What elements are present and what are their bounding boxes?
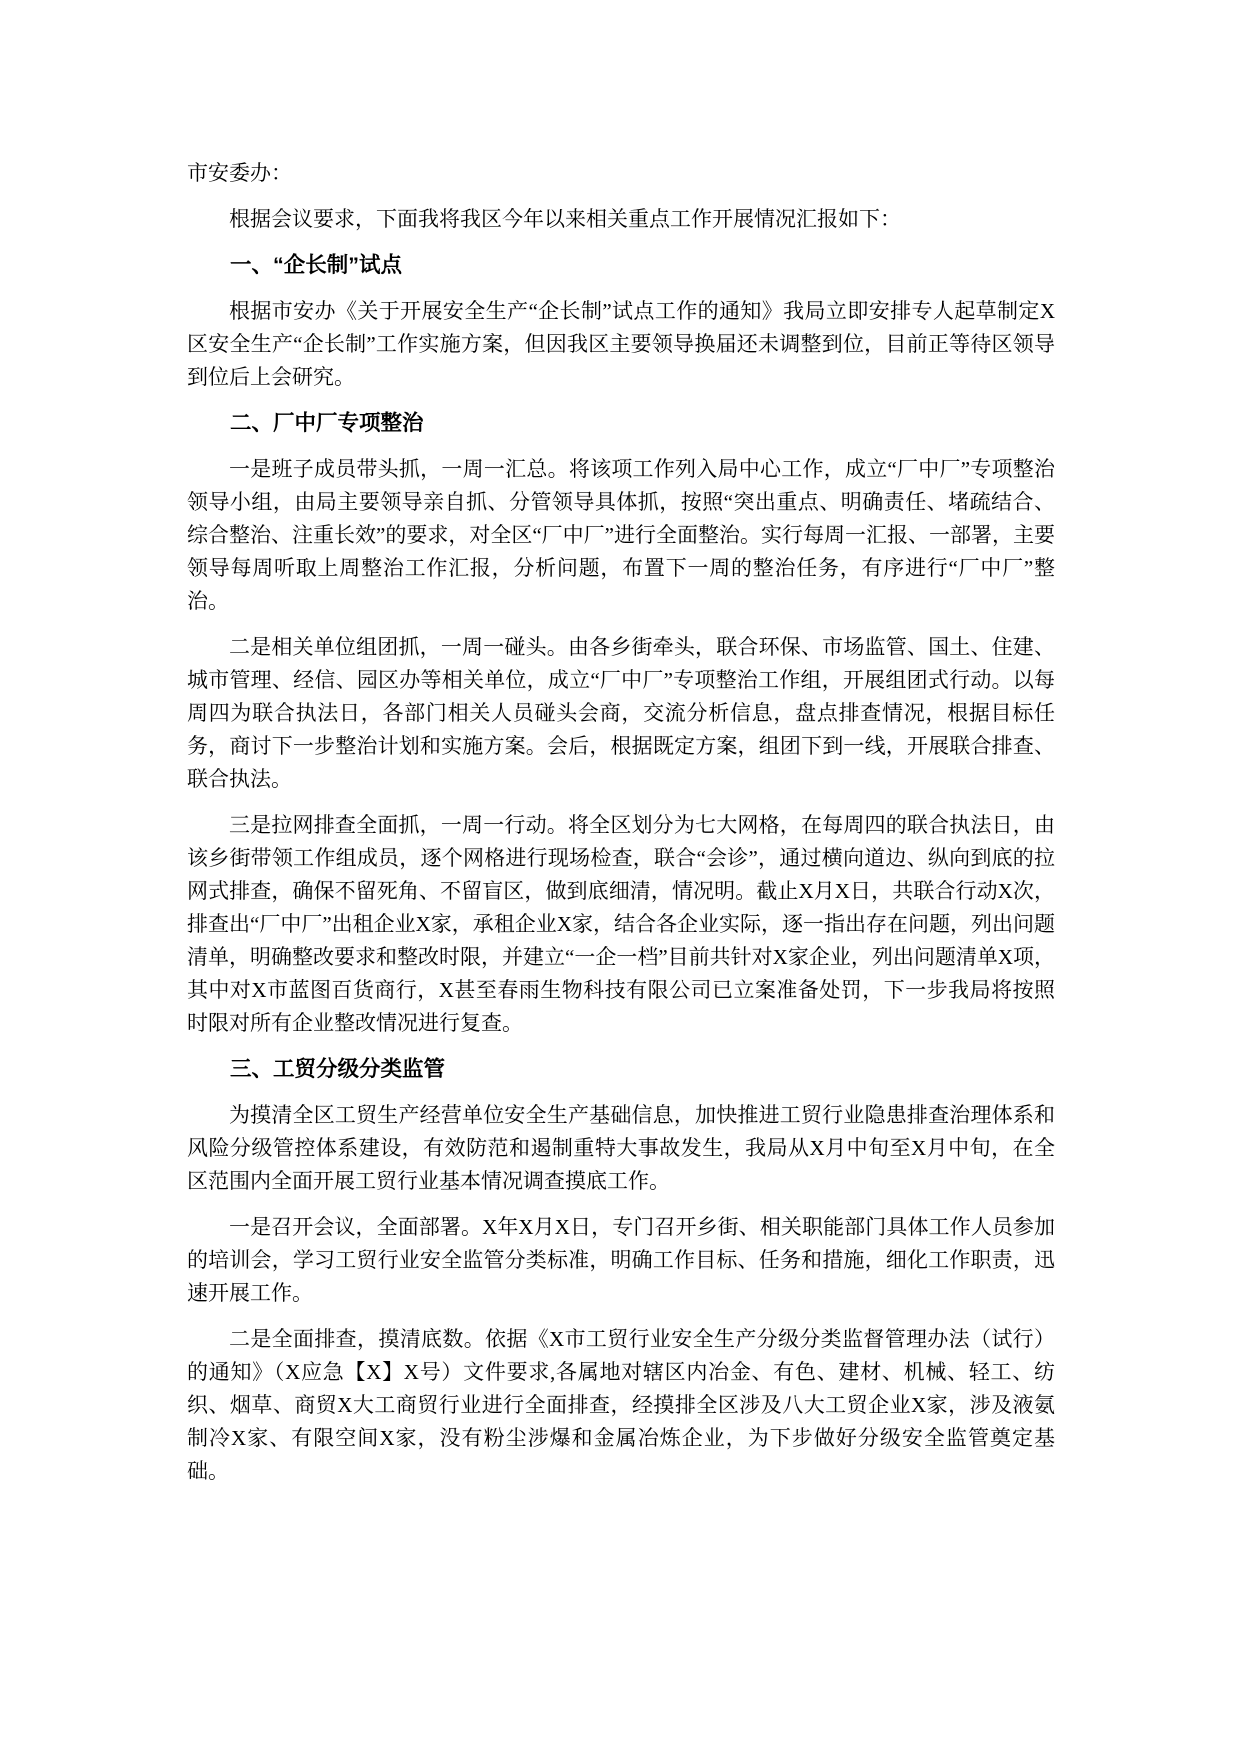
salutation: 市安委办： [187,161,292,185]
section-2-paragraph-2: 二是相关单位组团抓，一周一碰头。由各乡街牵头，联合环保、市场监管、国土、住建、城市管理、经信、园区办等相关单位，成立“厂中厂”专项整治工作组，开展组团式行动。以每周四为联合执法日，各部门相关人员碰头会商，交流分析信息，盘点排查情况，根据目标任务，商讨下一步整治计划和实施方案。会后，根据既定方案，组团下到一线，开展联合排查、联合执法。 [187,635,1055,791]
section-3-paragraph-3: 二是全面排查，摸清底数。依据《X市工贸行业安全生产分级分类监督管理办法（试行）的通知》（X应急【X】X号）文件要求,各属地对辖区内冶金、有色、建材、机械、轻工、纺织、烟草、商贸X大工商贸行业进行全面排查，经摸排全区涉及八大工贸企业X家，涉及液氨制冷X家、有限空间X家，没有粉尘涉爆和金属冶炼企业，为下步做好分级安全监管奠定基础。 [187,1327,1055,1483]
section-3-paragraph-2: 一是召开会议，全面部署。X年X月X日，专门召开乡街、相关职能部门具体工作人员参加的培训会，学习工贸行业安全监管分类标准，明确工作目标、任务和措施，细化工作职责，迅速开展工作。 [187,1215,1055,1305]
intro-paragraph: 根据会议要求，下面我将我区今年以来相关重点工作开展情况汇报如下： [229,207,901,231]
section-3-paragraph-1: 为摸清全区工贸生产经营单位安全生产基础信息，加快推进工贸行业隐患排查治理体系和风险分级管控体系建设，有效防范和遏制重特大事故发生，我局从X月中旬至X月中旬，在全区范围内全面开展工贸行业基本情况调查摸底工作。 [187,1103,1055,1193]
section-2-paragraph-3: 三是拉网排查全面抓，一周一行动。将全区划分为七大网格，在每周四的联合执法日，由该乡街带领工作组成员，逐个网格进行现场检查，联合“会诊”，通过横向道边、纵向到底的拉网式排查，确保不留死角、不留盲区，做到底细清，情况明。截止X月X日，共联合行动X次，排查出“厂中厂”出租企业X家，承租企业X家，结合各企业实际，逐一指出存在问题，列出问题清单，明确整改要求和整改时限，并建立“一企一档”目前共针对X家企业，列出问题清单X项，其中对X市蓝图百货商行，X甚至春雨生物科技有限公司已立案准备处罚，下一步我局将按照时限对所有企业整改情况进行复查。 [187,813,1055,1035]
document-body [187,157,1055,1488]
section-1-heading: 一、“企长制”试点 [230,253,403,277]
section-2-heading: 二、厂中厂专项整治 [230,411,424,435]
section-1-paragraph-1: 根据市安办《关于开展安全生产“企长制”试点工作的通知》我局立即安排专人起草制定X区安全生产“企长制”工作实施方案，但因我区主要领导换届还未调整到位，目前正等待区领导到位后上会研究。 [187,299,1055,389]
section-3-heading: 三、工贸分级分类监管 [230,1057,446,1081]
section-2-paragraph-1: 一是班子成员带头抓，一周一汇总。将该项工作列入局中心工作，成立“厂中厂”专项整治领导小组，由局主要领导亲自抓、分管领导具体抓，按照“突出重点、明确责任、堵疏结合、综合整治、注重长效”的要求，对全区“厂中厂”进行全面整治。实行每周一汇报、一部署，主要领导每周听取上周整治工作汇报，分析问题，布置下一周的整治任务，有序进行“厂中厂”整治。 [187,457,1055,613]
